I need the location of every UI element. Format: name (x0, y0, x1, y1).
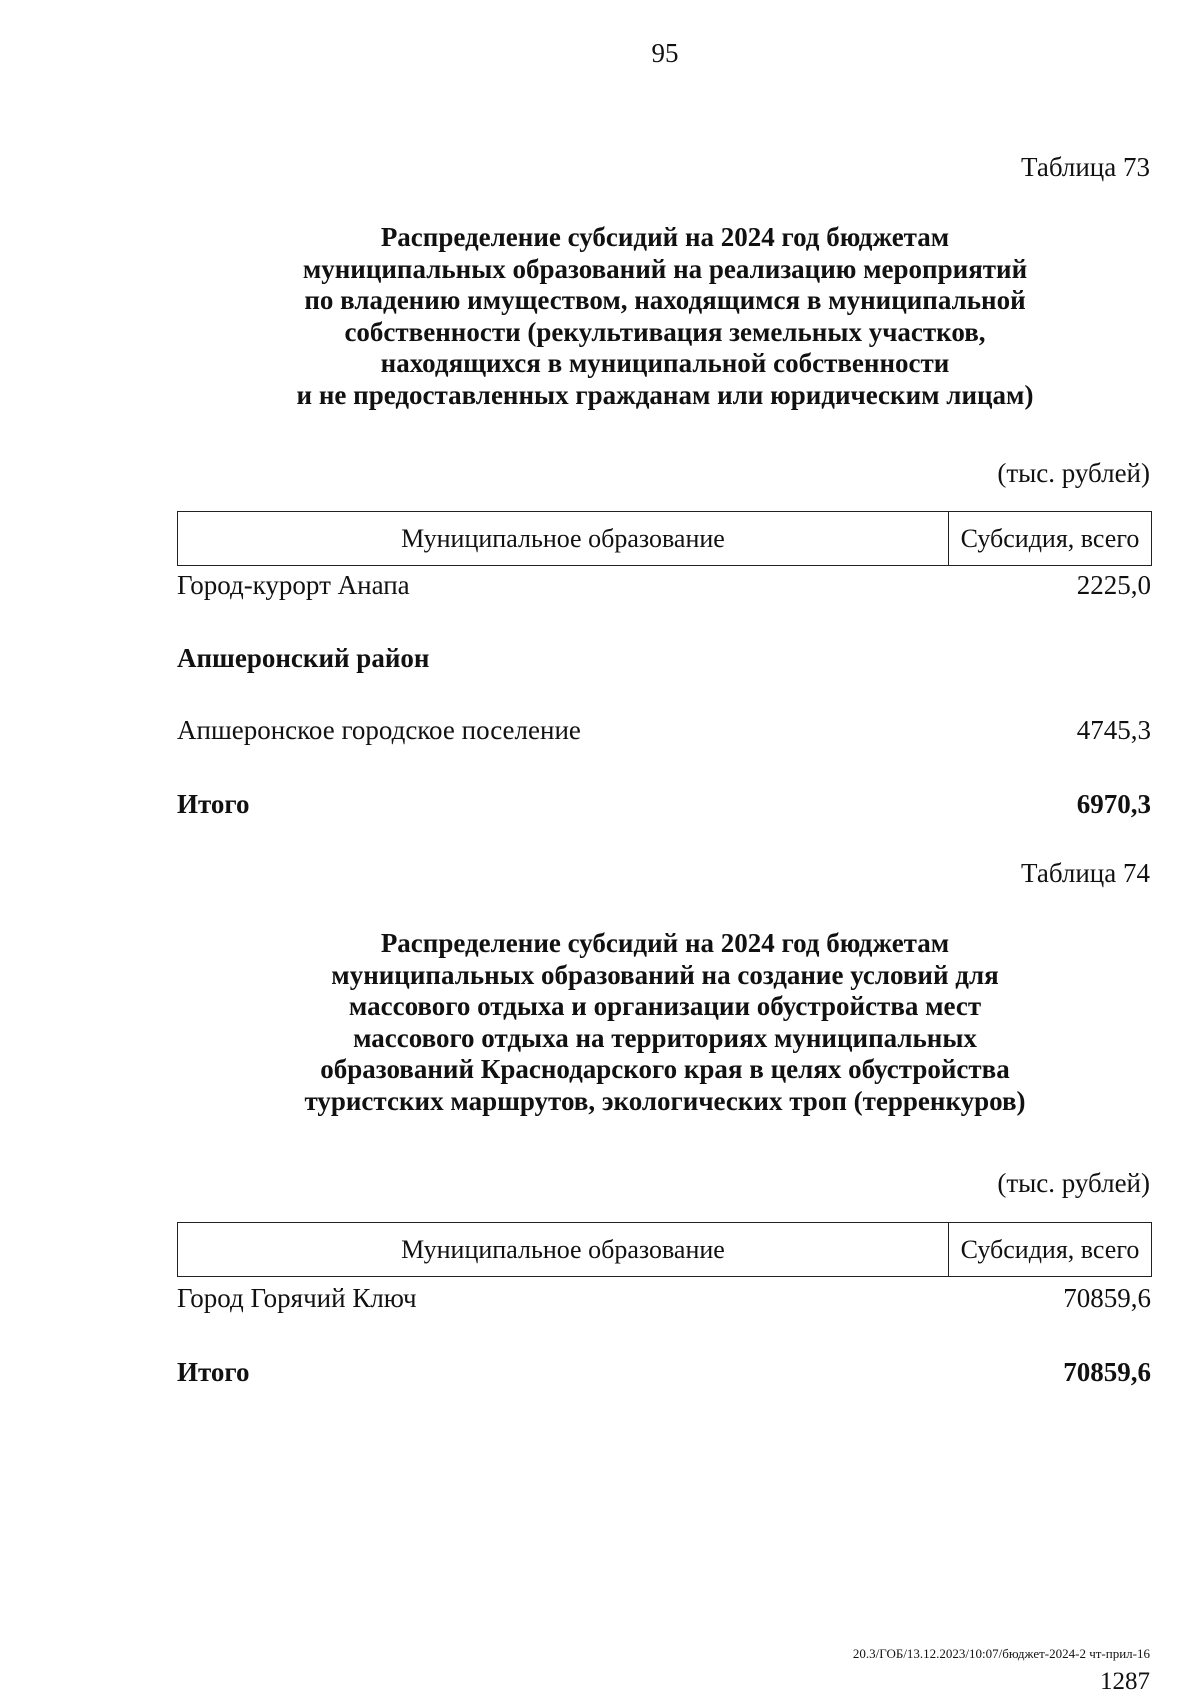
row-value: 2225,0 (1076, 570, 1151, 600)
table-73-header (177, 511, 1152, 566)
title-line: туристских маршрутов, экологических троп (терренкуров) (304, 1085, 1026, 1116)
title-line: находящихся в муниципальной собственности (380, 348, 950, 378)
row-name: Город Горячий Ключ (177, 1283, 417, 1313)
title-line: образований Краснодарского края в целях обустройства (320, 1054, 1010, 1084)
title-line: Распределение субсидий на 2024 год бюджетам (380, 928, 950, 958)
table-73-units: (тыс. рублей) (997, 458, 1150, 488)
title-line: и не предоставленных гражданам или юридическим лицам) (296, 379, 1034, 410)
document-code: 20.3/ГОБ/13.12.2023/10:07/бюджет-2024-2 чт-прил-16 (852, 1646, 1150, 1661)
row-name: Город-курорт Анапа (177, 570, 410, 600)
title-line: собственности (рекультивация земельных участков, (344, 316, 986, 347)
title-line: Распределение субсидий на 2024 год бюджетам (380, 222, 950, 252)
table-74-header (177, 1222, 1152, 1277)
total-label: Итого (177, 789, 250, 819)
title-line: муниципальных образований на реализацию мероприятий (302, 253, 1028, 284)
table-74-total (177, 1357, 1151, 1388)
header-municipality: Муниципальное образование (178, 512, 949, 565)
title-line: муниципальных образований на создание условий для (331, 959, 999, 990)
title-line: массового отдыха и организации обустройства мест (348, 991, 982, 1021)
table-row (177, 570, 1151, 601)
table-73-total (177, 789, 1151, 820)
title-line: массового отдыха на территориях муниципальных (353, 1022, 977, 1053)
table-73-label: Таблица 73 (1021, 152, 1150, 182)
row-value: 4745,3 (1076, 715, 1151, 745)
total-label: Итого (177, 1357, 250, 1387)
header-municipality: Муниципальное образование (178, 1223, 949, 1276)
table-row (177, 715, 1151, 746)
page-number: 95 (651, 38, 679, 68)
table-row (177, 643, 1151, 674)
table-74-units: (тыс. рублей) (997, 1168, 1150, 1198)
footer-page-number: 1287 (1100, 1668, 1150, 1695)
table-74-label: Таблица 74 (1021, 858, 1150, 888)
table-74-title (160, 928, 1170, 1117)
total-value: 6970,3 (1076, 789, 1151, 819)
total-value: 70859,6 (1063, 1357, 1151, 1387)
table-73-title (160, 222, 1170, 411)
title-line: по владению имуществом, находящимся в муниципальной (304, 285, 1026, 315)
header-subsidy: Субсидия, всего (960, 1234, 1140, 1264)
row-name: Апшеронское городское поселение (177, 715, 581, 745)
header-subsidy: Субсидия, всего (960, 523, 1140, 553)
row-name: Апшеронский район (177, 643, 430, 673)
row-value: 70859,6 (1063, 1283, 1151, 1313)
table-row (177, 1283, 1151, 1314)
